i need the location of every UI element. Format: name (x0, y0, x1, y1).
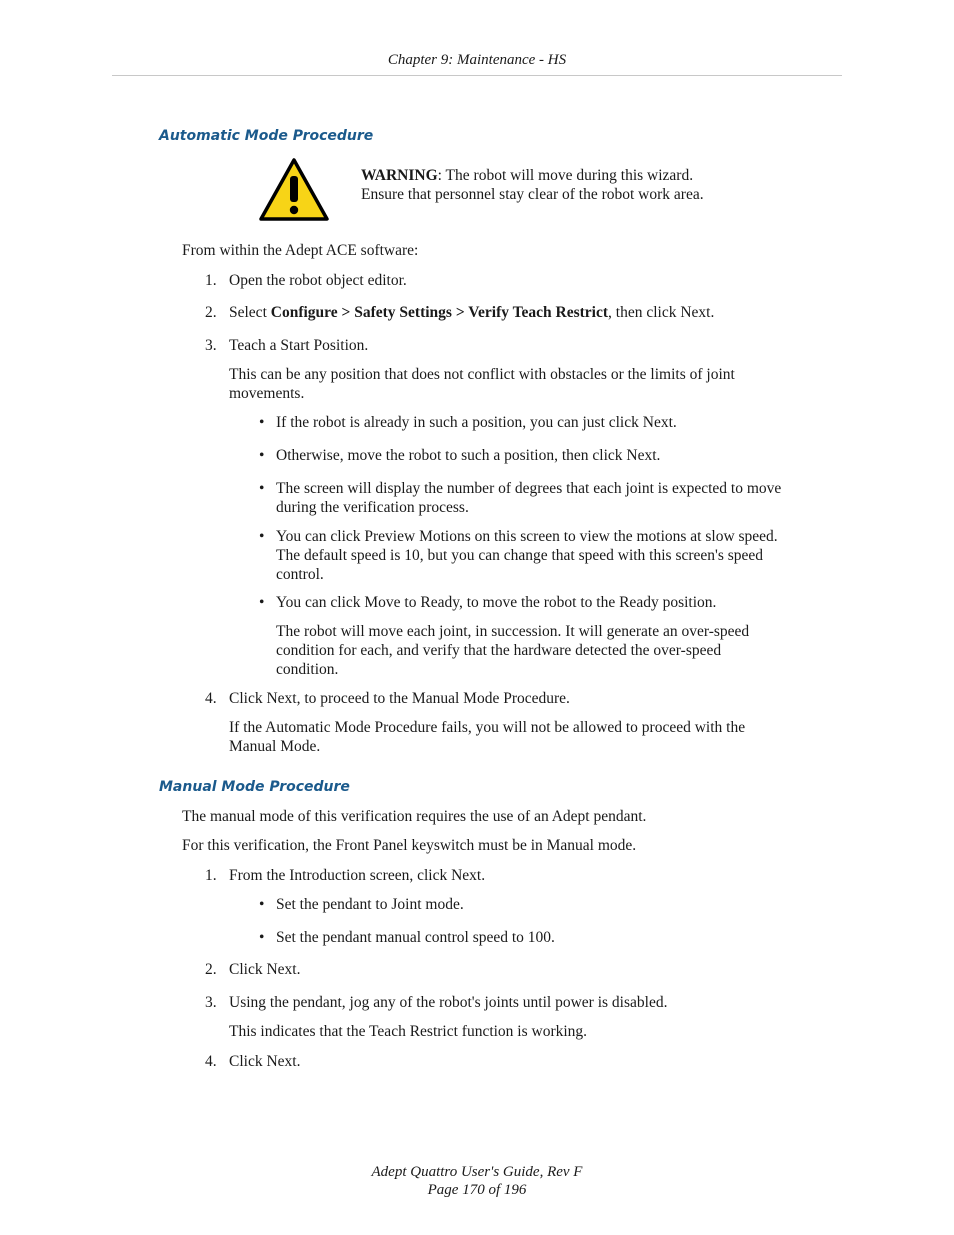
auto-step3-note-l2: movements. (229, 385, 305, 402)
warning-line1: : The robot will move during this wizard. (437, 167, 694, 184)
auto-step4-num: 4. (205, 690, 217, 707)
auto-step4-note (229, 718, 745, 756)
auto-bullet2: Otherwise, move the robot to such a position, then click Next. (276, 447, 661, 464)
manual-bullet2: Set the pendant manual control speed to 100. (276, 929, 555, 946)
manual-step2: Click Next. (229, 961, 301, 978)
automatic-mode-heading: Automatic Mode Procedure (159, 128, 374, 144)
manual-step1-num: 1. (205, 867, 217, 884)
auto-step3-note (229, 365, 735, 403)
warning-line2: Ensure that personnel stay clear of the robot work area. (361, 186, 704, 203)
auto-step4: Click Next, to proceed to the Manual Mode Procedure. (229, 690, 570, 707)
auto-bullet4 (276, 527, 778, 584)
auto-intro: From within the Adept ACE software: (182, 242, 419, 259)
chapter-header: Chapter 9: Maintenance - HS (387, 52, 567, 68)
warning-label: WARNING (361, 167, 438, 184)
auto-bullet4-l3: control. (276, 566, 324, 583)
bullet-mark: • (259, 896, 265, 913)
auto-step2-num: 2. (205, 304, 217, 321)
manual-p2: For this verification, the Front Panel keyswitch must be in Manual mode. (182, 837, 637, 854)
bullet-mark: • (259, 447, 265, 464)
auto-bullet3-l2: during the verification process. (276, 499, 469, 516)
auto-step2 (229, 303, 714, 322)
auto-bullet1: If the robot is already in such a position, you can just click Next. (276, 414, 677, 431)
bullet-mark: • (259, 480, 265, 497)
auto-bullet5-note (276, 622, 749, 679)
warning-text (361, 166, 704, 204)
manual-step3: Using the pendant, jog any of the robot's joints until power is disabled. (229, 994, 668, 1011)
auto-bullet3-l1: The screen will display the number of degrees that each joint is expected to move (276, 480, 782, 497)
bullet-mark: • (259, 594, 265, 611)
manual-step2-num: 2. (205, 961, 217, 978)
manual-step4: Click Next. (229, 1053, 301, 1070)
auto-step3-num: 3. (205, 337, 217, 354)
auto-bullet5: You can click Move to Ready, to move the robot to the Ready position. (276, 594, 717, 611)
auto-bullet4-l2: The default speed is 10, but you can change that speed with this screen's speed (276, 547, 764, 564)
manual-step3-note: This indicates that the Teach Restrict function is working. (229, 1023, 588, 1040)
header-rule (112, 75, 842, 76)
auto-bullet3 (276, 479, 781, 517)
auto-step4-note-l1: If the Automatic Mode Procedure fails, you will not be allowed to proceed with the (229, 719, 746, 736)
auto-step4-note-l2: Manual Mode. (229, 738, 321, 755)
auto-bullet5-note-l3: condition. (276, 661, 339, 678)
auto-step2-post: , then click Next. (608, 304, 715, 321)
bullet-mark: • (259, 528, 265, 545)
auto-step2-menu-path: Configure > Safety Settings > Verify Teach Restrict (270, 304, 609, 321)
manual-bullet1: Set the pendant to Joint mode. (276, 896, 464, 913)
manual-step3-num: 3. (205, 994, 217, 1011)
auto-step2-pre: Select (229, 304, 271, 321)
manual-mode-heading: Manual Mode Procedure (159, 779, 350, 795)
manual-step4-num: 4. (205, 1053, 217, 1070)
footer-guide-title: Adept Quattro User's Guide, Rev F (371, 1164, 583, 1180)
warning-icon (258, 157, 330, 222)
auto-step1-num: 1. (205, 272, 217, 289)
auto-step1: Open the robot object editor. (229, 272, 407, 289)
bullet-mark: • (259, 929, 265, 946)
manual-step1: From the Introduction screen, click Next. (229, 867, 486, 884)
auto-bullet5-note-l2: condition for each, and verify that the hardware detected the over-speed (276, 642, 722, 659)
auto-bullet5-note-l1: The robot will move each joint, in succession. It will generate an over-speed (276, 623, 750, 640)
manual-p1: The manual mode of this verification requires the use of an Adept pendant. (182, 808, 647, 825)
auto-step3-note-l1: This can be any position that does not conflict with obstacles or the limits of joint (229, 366, 735, 383)
auto-bullet4-l1: You can click Preview Motions on this screen to view the motions at slow speed. (276, 528, 778, 545)
footer-page-number: Page 170 of 196 (427, 1182, 527, 1198)
auto-step3: Teach a Start Position. (229, 337, 369, 354)
bullet-mark: • (259, 414, 265, 431)
